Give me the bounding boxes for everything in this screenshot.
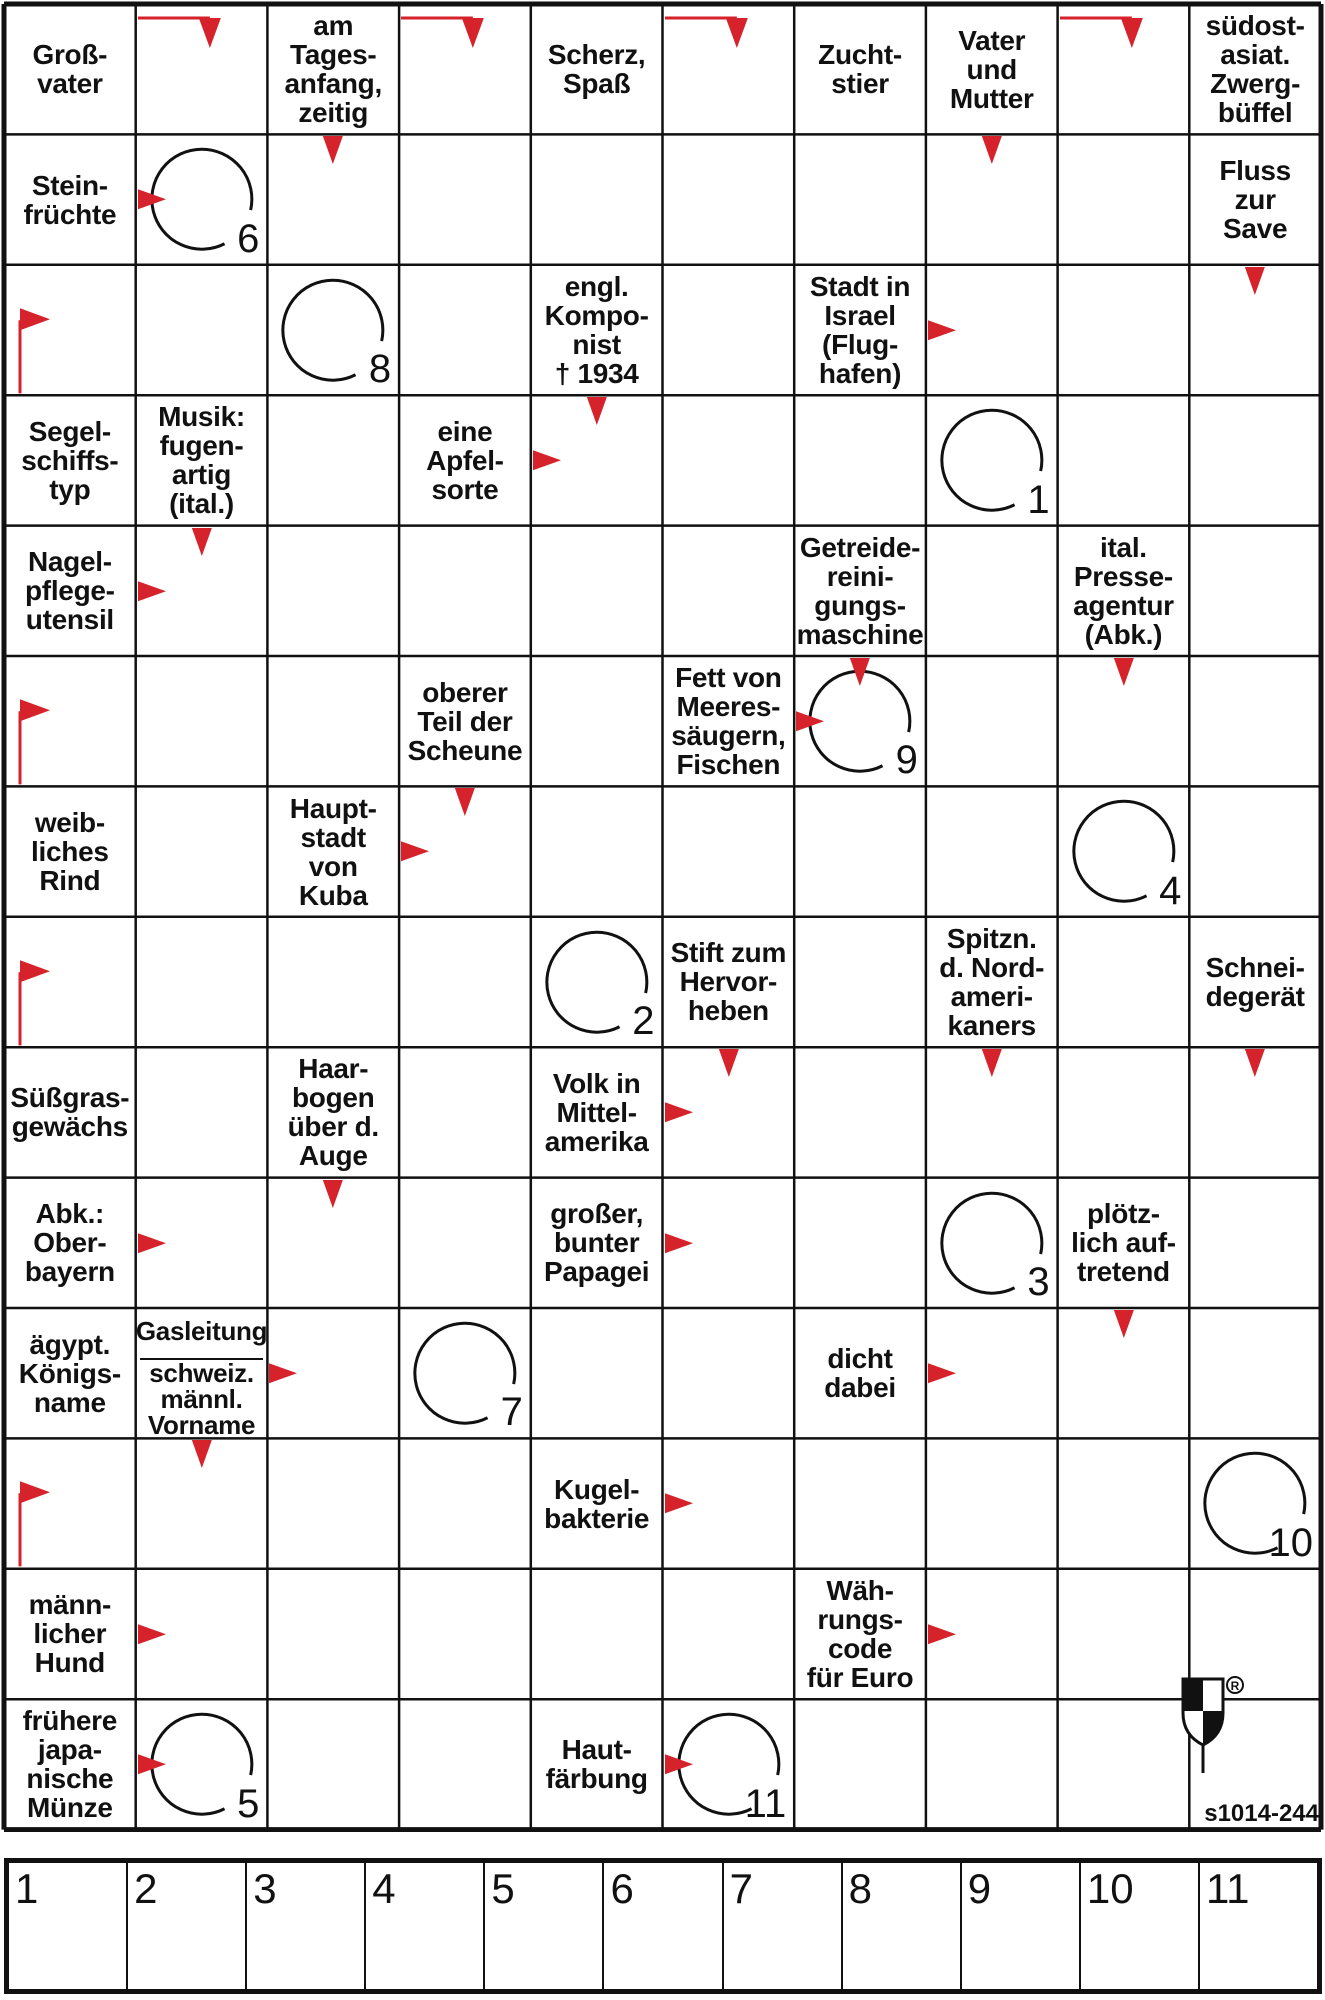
answer-cell[interactable]: [926, 1699, 1058, 1829]
solution-cell-number: 5: [491, 1865, 515, 1912]
clue-text: großer, bunter Papagei: [544, 1198, 650, 1288]
answer-cell[interactable]: [926, 526, 1058, 656]
answer-cell[interactable]: [531, 395, 663, 525]
answer-cell[interactable]: [794, 1699, 926, 1829]
answer-cell[interactable]: [1189, 265, 1321, 395]
answer-cell[interactable]: [267, 917, 399, 1047]
answer-cell[interactable]: [399, 1699, 531, 1829]
answer-cell[interactable]: [136, 917, 268, 1047]
solution-cell-number: 1: [15, 1865, 39, 1912]
solution-cell[interactable]: [247, 1863, 366, 1989]
clue-text: Süßgras- gewächs: [10, 1082, 130, 1143]
answer-cell[interactable]: [1189, 526, 1321, 656]
answer-cell[interactable]: [663, 134, 795, 264]
clue-cell: [663, 917, 795, 1047]
answer-cell[interactable]: [1058, 4, 1190, 134]
answer-cell[interactable]: [794, 395, 926, 525]
clue-cell: [794, 526, 926, 656]
clue-text: Kugel- bakterie: [544, 1473, 650, 1534]
answer-cell[interactable]: [663, 1178, 795, 1308]
answer-cell[interactable]: [1058, 265, 1190, 395]
clue-cell: [4, 1699, 136, 1829]
answer-cell[interactable]: [926, 1438, 1058, 1568]
circle-number: 9: [895, 738, 918, 783]
clue-text: Haar- bogen über d. Auge: [287, 1053, 379, 1172]
answer-cell[interactable]: [1058, 656, 1190, 786]
puzzle-code: s1014-244: [1204, 1800, 1319, 1827]
answer-cell[interactable]: [794, 917, 926, 1047]
clue-cell: [926, 917, 1058, 1047]
solution-cell-number: 8: [848, 1865, 873, 1912]
clue-cell: [1189, 134, 1321, 264]
answer-cell[interactable]: [794, 134, 926, 264]
answer-cell[interactable]: [267, 1438, 399, 1568]
clue-text: Fluss zur Save: [1219, 155, 1291, 245]
clue-cell: [531, 1178, 663, 1308]
solution-cell-number: 4: [372, 1865, 396, 1912]
answer-cell[interactable]: [926, 786, 1058, 916]
answer-cell[interactable]: [399, 134, 531, 264]
answer-cell[interactable]: [926, 265, 1058, 395]
answer-cell[interactable]: [531, 1308, 663, 1438]
clue-cell: [531, 1699, 663, 1829]
solution-cell-number: 9: [967, 1865, 992, 1912]
answer-cell[interactable]: [136, 786, 268, 916]
answer-cell[interactable]: [1058, 134, 1190, 264]
clue-cell: [267, 786, 399, 916]
solution-cell[interactable]: [604, 1863, 723, 1989]
clue-cell: [136, 395, 268, 525]
clue-cell: [794, 4, 926, 134]
answer-cell[interactable]: [794, 1047, 926, 1177]
circle-number: 10: [1268, 1520, 1313, 1565]
clue-cell: [531, 4, 663, 134]
circle-number: 2: [632, 999, 655, 1044]
clue-text: Scherz, Spaß: [547, 39, 646, 100]
clue-cell: [4, 4, 136, 134]
answer-cell[interactable]: [926, 1569, 1058, 1699]
clue-text: Getreide- reini- gungs- maschine: [796, 531, 924, 650]
clue-text: Stadt in Israel (Flug- hafen): [809, 270, 911, 389]
answer-cell[interactable]: [399, 265, 531, 395]
answer-cell[interactable]: [4, 265, 136, 395]
answer-cell[interactable]: [267, 1699, 399, 1829]
clue-text: Zucht- stier: [818, 39, 902, 100]
split-clue-cell: [135, 1308, 268, 1441]
split-clue-top: Gasleitung: [135, 1315, 268, 1346]
solution-cell[interactable]: [962, 1863, 1081, 1989]
answer-cell[interactable]: [1058, 1047, 1190, 1177]
answer-cell[interactable]: [267, 1569, 399, 1699]
answer-cell[interactable]: [926, 1047, 1058, 1177]
answer-cell[interactable]: [399, 526, 531, 656]
answer-cell[interactable]: [4, 656, 136, 786]
circle-number: 11: [744, 1781, 787, 1826]
clue-cell: [1058, 526, 1190, 656]
answer-cell[interactable]: [1058, 1699, 1190, 1829]
clue-cell: [4, 1047, 136, 1177]
clue-cell: [4, 1178, 136, 1308]
answer-cell[interactable]: [663, 1569, 795, 1699]
answer-cell[interactable]: [399, 4, 531, 134]
answer-cell[interactable]: [4, 917, 136, 1047]
answer-cell[interactable]: [267, 1178, 399, 1308]
clue-text: engl. Kompo- nist † 1934: [544, 270, 649, 389]
clue-text: südost- asiat. Zwerg- büffel: [1205, 10, 1305, 129]
answer-cell[interactable]: [1189, 395, 1321, 525]
answer-cell[interactable]: [1189, 786, 1321, 916]
clue-cell: [4, 786, 136, 916]
clue-cell: [531, 1047, 663, 1177]
answer-cell[interactable]: [136, 1178, 268, 1308]
answer-cell[interactable]: [136, 656, 268, 786]
clue-text: eine Apfel- sorte: [426, 415, 504, 505]
circle-number: 5: [237, 1781, 260, 1826]
clue-text: am Tages- anfang, zeitig: [284, 10, 382, 129]
clue-cell: [531, 1438, 663, 1568]
circle-number: 6: [237, 216, 260, 261]
clue-cell: [794, 265, 926, 395]
clue-cell: [794, 1569, 926, 1699]
clue-cell: [1189, 4, 1321, 134]
answer-cell[interactable]: [531, 786, 663, 916]
answer-cell[interactable]: [531, 134, 663, 264]
clue-text: Volk in Mittel- amerika: [544, 1067, 649, 1157]
solution-cell[interactable]: [128, 1863, 247, 1989]
answer-cell[interactable]: [136, 1569, 268, 1699]
answer-cell[interactable]: [794, 1438, 926, 1568]
answer-cell[interactable]: [1189, 1308, 1321, 1438]
circle-number: 7: [500, 1390, 523, 1435]
clue-text: Groß- vater: [32, 39, 108, 100]
answer-cell[interactable]: [531, 656, 663, 786]
answer-cell[interactable]: [663, 786, 795, 916]
answer-cell[interactable]: [399, 1178, 531, 1308]
answer-cell[interactable]: [399, 1569, 531, 1699]
circle-number: 8: [368, 347, 392, 392]
clue-cell: [4, 134, 136, 264]
answer-cell[interactable]: [1058, 1438, 1190, 1568]
solution-cell[interactable]: [485, 1863, 604, 1989]
answer-cell[interactable]: [1058, 917, 1190, 1047]
clue-text: plötz- lich auf- tretend: [1071, 1198, 1176, 1288]
clue-text: Musik: fugen- artig (ital.): [158, 401, 245, 520]
clue-text: weib- liches Rind: [31, 807, 109, 897]
answer-cell[interactable]: [399, 917, 531, 1047]
solution-cell-number: 2: [134, 1865, 158, 1912]
solution-cell-number: 3: [253, 1865, 277, 1912]
clue-text: Stein- früchte: [23, 169, 117, 230]
circle-number: 4: [1159, 868, 1182, 913]
clue-text: Schnei- degerät: [1205, 951, 1305, 1012]
answer-cell[interactable]: [663, 1308, 795, 1438]
circle-number: 1: [1027, 477, 1050, 522]
answer-cell[interactable]: [1189, 1569, 1321, 1699]
answer-cell[interactable]: [267, 134, 399, 264]
clue-text: dicht dabei: [824, 1343, 896, 1404]
clue-text: Nagel- pflege- utensil: [25, 546, 115, 636]
clue-text: Haupt- stadt von Kuba: [289, 792, 377, 911]
clue-text: ital. Presse- agentur (Abk.): [1073, 531, 1174, 650]
circle-number: 3: [1027, 1260, 1050, 1304]
clue-cell: [926, 4, 1058, 134]
clue-text: Haut- färbung: [545, 1734, 648, 1795]
solution-cell-number: 7: [729, 1865, 753, 1912]
clue-text: frühere japa- nische Münze: [22, 1705, 118, 1824]
solution-cell-number: 6: [610, 1865, 634, 1912]
clue-cell: [4, 526, 136, 656]
answer-cell[interactable]: [1058, 1308, 1190, 1438]
split-clue-bottom: schweiz. männl. Vorname: [147, 1358, 256, 1441]
answer-cell[interactable]: [136, 1438, 268, 1568]
clue-cell: [399, 656, 531, 786]
answer-cell[interactable]: [1189, 1047, 1321, 1177]
solution-strip: [4, 1858, 1322, 1994]
answer-cell[interactable]: [663, 526, 795, 656]
solution-cell[interactable]: [9, 1863, 128, 1989]
clue-text: Fett von Meeres- säugern, Fischen: [671, 662, 786, 781]
clue-cell: [794, 1308, 926, 1438]
clue-cell: [1189, 917, 1321, 1047]
solution-cell-number: 11: [1205, 1865, 1250, 1912]
answer-cell[interactable]: [1058, 395, 1190, 525]
clue-text: Segel- schiffs- typ: [21, 415, 119, 505]
answer-cell[interactable]: [663, 1047, 795, 1177]
clue-cell: [1058, 1178, 1190, 1308]
answer-cell[interactable]: [399, 1438, 531, 1568]
clue-cell: [399, 395, 531, 525]
answer-cell[interactable]: [1189, 1178, 1321, 1308]
answer-cell[interactable]: [663, 395, 795, 525]
answer-cell[interactable]: [663, 4, 795, 134]
answer-cell[interactable]: [663, 265, 795, 395]
clue-text: Wäh- rungs- code für Euro: [806, 1574, 914, 1693]
svg-text:R: R: [1230, 1679, 1240, 1694]
answer-cell[interactable]: [267, 526, 399, 656]
answer-cell[interactable]: [794, 786, 926, 916]
answer-cell[interactable]: [136, 4, 268, 134]
clue-cell: [531, 265, 663, 395]
clue-text: Abk.: Ober- bayern: [24, 1198, 115, 1288]
clue-cell: [4, 1569, 136, 1699]
clue-text: Stift zum Hervor- heben: [670, 937, 787, 1027]
clue-cell: [4, 395, 136, 525]
clue-cell: [267, 4, 399, 134]
answer-cell[interactable]: [531, 526, 663, 656]
answer-cell[interactable]: [663, 1438, 795, 1568]
solution-cell[interactable]: [1200, 1863, 1317, 1989]
solution-cell[interactable]: [724, 1863, 843, 1989]
answer-cell[interactable]: [267, 656, 399, 786]
solution-cell[interactable]: [843, 1863, 962, 1989]
clue-text: männ- licher Hund: [28, 1589, 112, 1679]
answer-cell[interactable]: [1189, 656, 1321, 786]
answer-cell[interactable]: [4, 1438, 136, 1568]
clue-text: Vater und Mutter: [949, 24, 1034, 114]
answer-cell[interactable]: [267, 395, 399, 525]
answer-cell[interactable]: [926, 134, 1058, 264]
answer-cell[interactable]: [136, 526, 268, 656]
answer-cell[interactable]: [399, 786, 531, 916]
answer-cell[interactable]: [267, 1308, 399, 1438]
clue-text: ägypt. Königs- name: [18, 1328, 121, 1418]
clue-cell: [663, 656, 795, 786]
answer-cell[interactable]: [926, 1308, 1058, 1438]
clue-cell: [4, 1308, 136, 1438]
solution-cell[interactable]: [1081, 1863, 1200, 1989]
clue-text: Spitzn. d. Nord- ameri- kaners: [939, 922, 1045, 1041]
answer-cell[interactable]: [136, 265, 268, 395]
clue-cell: [267, 1047, 399, 1177]
solution-cell-number: 10: [1086, 1865, 1134, 1912]
answer-cell[interactable]: [794, 1178, 926, 1308]
answer-cell[interactable]: [399, 1047, 531, 1177]
answer-cell[interactable]: [1058, 1569, 1190, 1699]
solution-cell[interactable]: [366, 1863, 485, 1989]
clue-text: oberer Teil der Scheune: [407, 676, 523, 766]
answer-cell[interactable]: [136, 1047, 268, 1177]
answer-cell[interactable]: [926, 656, 1058, 786]
answer-cell[interactable]: [531, 1569, 663, 1699]
